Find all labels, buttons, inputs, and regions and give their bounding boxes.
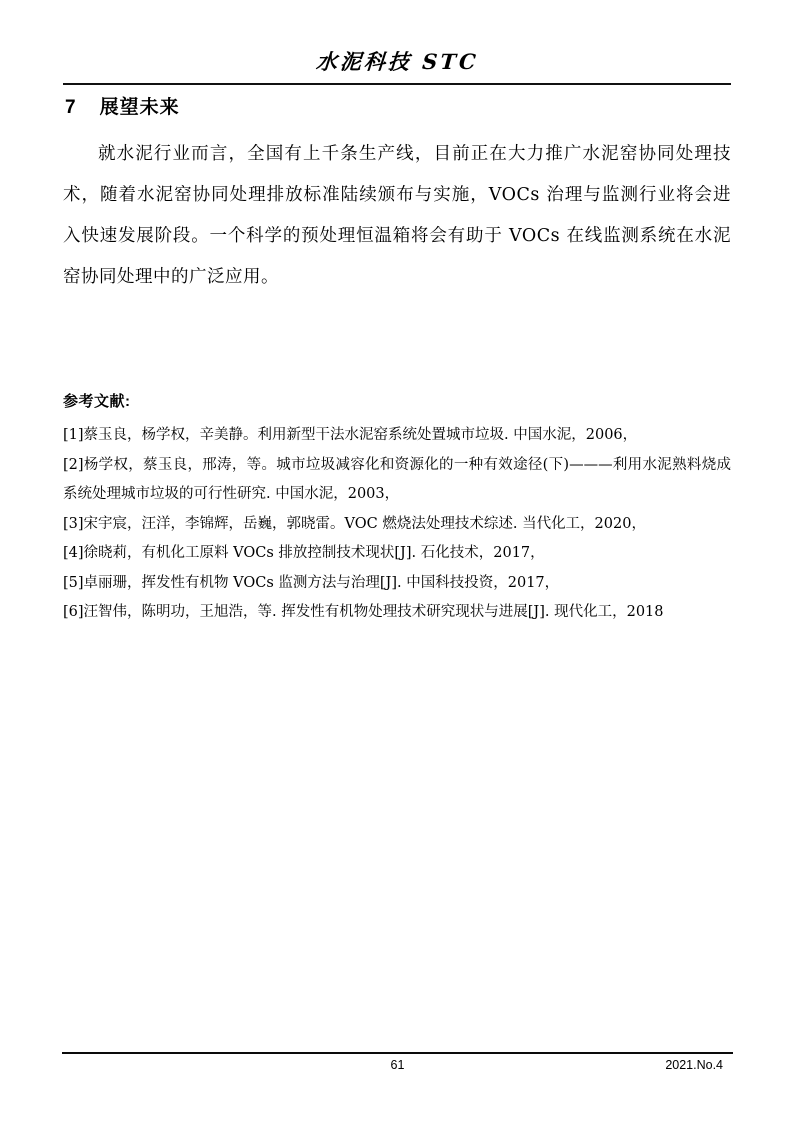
references-list	[63, 421, 731, 628]
reference-item: [3]宋宇宸，汪洋，李锦辉，岳巍，郭晓雷。VOC 燃烧法处理技术综述. 当代化工，2020，	[63, 515, 646, 532]
body-paragraph: 就水泥行业而言，全国有上千条生产线，目前正在大力推广水泥窑协同处理技术，随着水泥窑协同处理排放标准陆续颁布与实施，VOCs 治理与监测行业将会进入快速发展阶段。一个科学的预处理恒温箱将会有助于 VOCs 在线监测系统在水泥窑协同处理中的广泛应用。	[63, 144, 731, 287]
section-title: 展望未来	[99, 97, 180, 118]
reference-item: [2]杨学权，蔡玉良，邢涛，等。城市垃圾减容化和资源化的一种有效途径(下)———利用水泥熟料烧成系统处理城市垃圾的可行性研究. 中国水泥，2003，	[63, 456, 731, 502]
section-heading	[63, 92, 731, 119]
reference-item: [5]卓丽珊，挥发性有机物 VOCs 监测方法与治理[J]. 中国科技投资，2017，	[63, 574, 560, 591]
reference-item: [4]徐晓莉，有机化工原料 VOCs 排放控制技术现状[J]. 石化技术，2017，	[63, 545, 545, 561]
footer-page-number: 61	[390, 1058, 405, 1072]
reference-item: [1]蔡玉良，杨学权，辛美静。利用新型干法水泥窑系统处置城市垃圾. 中国水泥，2006，	[63, 427, 638, 443]
journal-title: 水泥科技 STC	[314, 49, 480, 74]
journal-header	[63, 0, 731, 85]
footer-issue-label: 2021.No.4	[665, 1058, 723, 1072]
page-footer	[62, 1052, 733, 1078]
section-number: 7	[65, 97, 76, 118]
reference-item: [6]汪智伟，陈明功，王旭浩，等. 挥发性有机物处理技术研究现状与进展[J]. 现代化工，2018	[63, 604, 664, 620]
references-heading: 参考文献:	[63, 393, 131, 410]
references-section	[63, 390, 731, 628]
